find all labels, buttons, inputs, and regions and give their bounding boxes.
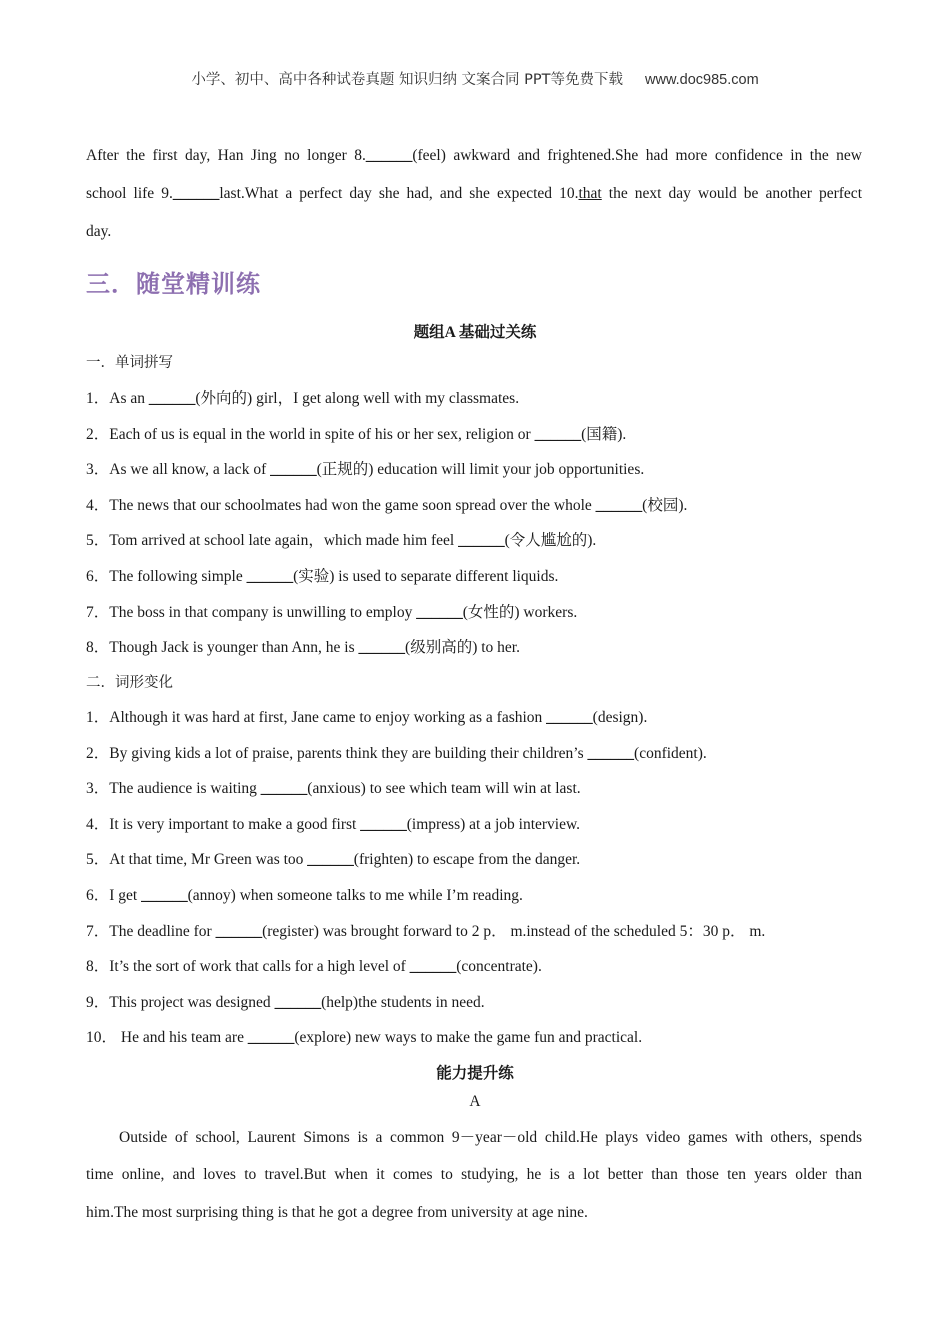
intro-line-2 (86, 184, 862, 204)
answer-blank[interactable]: ______ (358, 639, 406, 657)
group-a-title: 题组A 基础过关练 (413, 324, 537, 341)
question-item (86, 993, 485, 1013)
intro-line-1 (86, 146, 862, 166)
question-item (86, 638, 520, 658)
question-text-a: It is very important to make a good first (109, 815, 361, 833)
question-number: 2． (86, 425, 110, 443)
question-number: 5． (86, 532, 110, 550)
answer-blank[interactable]: ______ (141, 887, 188, 904)
question-text-a: The deadline for (109, 922, 216, 940)
underlined-word: that (578, 185, 602, 202)
question-item (86, 957, 542, 977)
question-item (86, 460, 644, 480)
question-text-b: (annoy) when someone talks to me while I’m reading. (187, 887, 523, 904)
answer-blank[interactable]: ______ (270, 461, 317, 479)
passage-line-3: him.The most surprising thing is that he got a degree from university at age nine. (86, 1204, 588, 1221)
question-text-a: Although it was hard at first, Jane came to enjoy working as a fashion (109, 709, 547, 726)
question-item (86, 850, 580, 870)
question-number: 7． (86, 922, 110, 940)
part1-heading: 一．单词拼写 (86, 355, 173, 371)
question-number: 6． (86, 568, 110, 585)
question-number: 8． (86, 639, 110, 657)
question-text-a: By giving kids a lot of praise, parents think they are building their children’s (109, 744, 588, 762)
question-text-b: (anxious) to see which team will win at last. (307, 780, 581, 798)
question-number: 2． (86, 744, 110, 762)
intro-l2-text-a: school life 9. (86, 185, 173, 202)
question-item (86, 922, 765, 942)
header-site-link[interactable]: www.doc985.com (645, 72, 759, 88)
question-item (86, 603, 577, 623)
part2-heading: 二．词形变化 (86, 675, 173, 691)
question-text-b: (国籍). (581, 425, 627, 443)
question-number: 5． (86, 851, 110, 869)
section-title: 三．随堂精训练 (86, 270, 261, 298)
passage-line-1: Outside of school, Laurent Simons is a common 9－year－old child.He plays video games with others, spends (119, 1129, 862, 1146)
question-number: 3． (86, 461, 110, 479)
question-item (86, 1028, 642, 1048)
question-number: 3． (86, 780, 110, 798)
page-header (0, 68, 950, 89)
question-text-a: I get (109, 887, 142, 904)
question-item (86, 886, 523, 906)
answer-blank[interactable]: ______ (148, 390, 196, 407)
question-text-a: The boss in that company is unwilling to employ (109, 603, 417, 621)
question-item (86, 531, 596, 551)
question-item (86, 567, 558, 587)
question-text-b: (help)the students in need. (321, 993, 485, 1011)
question-text-b: (frighten) to escape from the danger. (353, 851, 581, 869)
question-number: 6． (86, 887, 110, 904)
ability-title: 能力提升练 (436, 1065, 514, 1082)
intro-line-3: day. (86, 223, 112, 240)
question-item (86, 425, 626, 445)
answer-blank[interactable]: ______ (215, 922, 263, 940)
question-text-a: Tom arrived at school late again，which made him feel (109, 532, 459, 550)
question-item (86, 708, 647, 728)
question-text-b: (女性的) workers. (462, 603, 578, 621)
answer-blank[interactable]: ______ (534, 425, 582, 443)
passage-line-2: time online, and loves to travel.But when it comes to studying, he is a lot better than those ten years older than (86, 1166, 862, 1183)
question-text-a: The following simple (109, 568, 247, 585)
answer-blank[interactable]: ______ (172, 185, 220, 202)
answer-blank[interactable]: ______ (307, 851, 354, 869)
question-number: 8． (86, 958, 110, 976)
question-text-b: (外向的) girl，I get along well with my classmates. (195, 390, 520, 407)
question-item (86, 496, 687, 516)
answer-blank[interactable]: ______ (274, 993, 322, 1011)
question-item (86, 389, 519, 409)
question-item (86, 744, 707, 764)
question-text-a: The news that our schoolmates had won the game soon spread over the whole (109, 496, 596, 514)
question-text-b: (design). (592, 709, 648, 726)
answer-blank[interactable]: ______ (546, 709, 593, 726)
question-number: 9． (86, 993, 110, 1011)
question-item (86, 815, 580, 835)
question-number: 10． (86, 1029, 118, 1047)
answer-blank[interactable]: ______ (587, 744, 635, 762)
question-text-a: At that time, Mr Green was too (109, 851, 308, 869)
question-text-a: It’s the sort of work that calls for a high level of (109, 958, 410, 976)
intro-l1-text-a: After the first day, Han Jing no longer 8. (86, 147, 366, 164)
passage-label: A (469, 1093, 481, 1110)
answer-blank[interactable]: ______ (409, 958, 457, 976)
answer-blank[interactable]: ______ (365, 147, 413, 164)
answer-blank[interactable]: ______ (458, 532, 505, 550)
question-text-b: (confident). (634, 744, 707, 762)
question-text-a: As an (109, 390, 149, 407)
question-text-b: (令人尴尬的). (504, 532, 597, 550)
answer-blank[interactable]: ______ (260, 780, 308, 798)
question-text-a: Each of us is equal in the world in spite of his or her sex, religion or (109, 425, 535, 443)
question-number: 7． (86, 603, 110, 621)
answer-blank[interactable]: ______ (416, 603, 463, 621)
question-item (86, 779, 581, 799)
intro-l2-text-c: the next day would be another perfect (601, 185, 862, 202)
question-number: 1． (86, 709, 110, 726)
question-text-b: (concentrate). (456, 958, 542, 976)
answer-blank[interactable]: ______ (360, 815, 407, 833)
question-number: 4． (86, 815, 110, 833)
question-text-b: (explore) new ways to make the game fun and practical. (294, 1029, 643, 1047)
answer-blank[interactable]: ______ (246, 568, 294, 585)
question-number: 4． (86, 496, 110, 514)
answer-blank[interactable]: ______ (595, 496, 643, 514)
question-text-a: He and his team are (117, 1029, 248, 1047)
question-text-a: As we all know, a lack of (109, 461, 271, 479)
question-text-b: (register) was brought forward to 2 p． m.instead of the scheduled 5：30 p． m. (262, 922, 766, 940)
answer-blank[interactable]: ______ (247, 1029, 295, 1047)
question-text-b: (级别高的) to her. (405, 639, 520, 657)
header-text: 小学、初中、高中各种试卷真题 知识归纳 文案合同 PPT等免费下载 (191, 72, 624, 88)
question-text-b: (实验) is used to separate different liquids. (293, 568, 559, 585)
question-text-b: (正规的) education will limit your job opportunities. (316, 461, 645, 479)
question-text-a: This project was designed (109, 993, 275, 1011)
intro-l1-text-b: (feel) awkward and frightened.She had more confidence in the new (412, 147, 862, 164)
question-text-a: Though Jack is younger than Ann, he is (109, 639, 359, 657)
question-text-b: (校园). (642, 496, 688, 514)
question-number: 1． (86, 390, 110, 407)
question-text-a: The audience is waiting (109, 780, 261, 798)
intro-l2-text-b: last.What a perfect day she had, and she expected 10. (219, 185, 579, 202)
question-text-b: (impress) at a job interview. (406, 815, 581, 833)
